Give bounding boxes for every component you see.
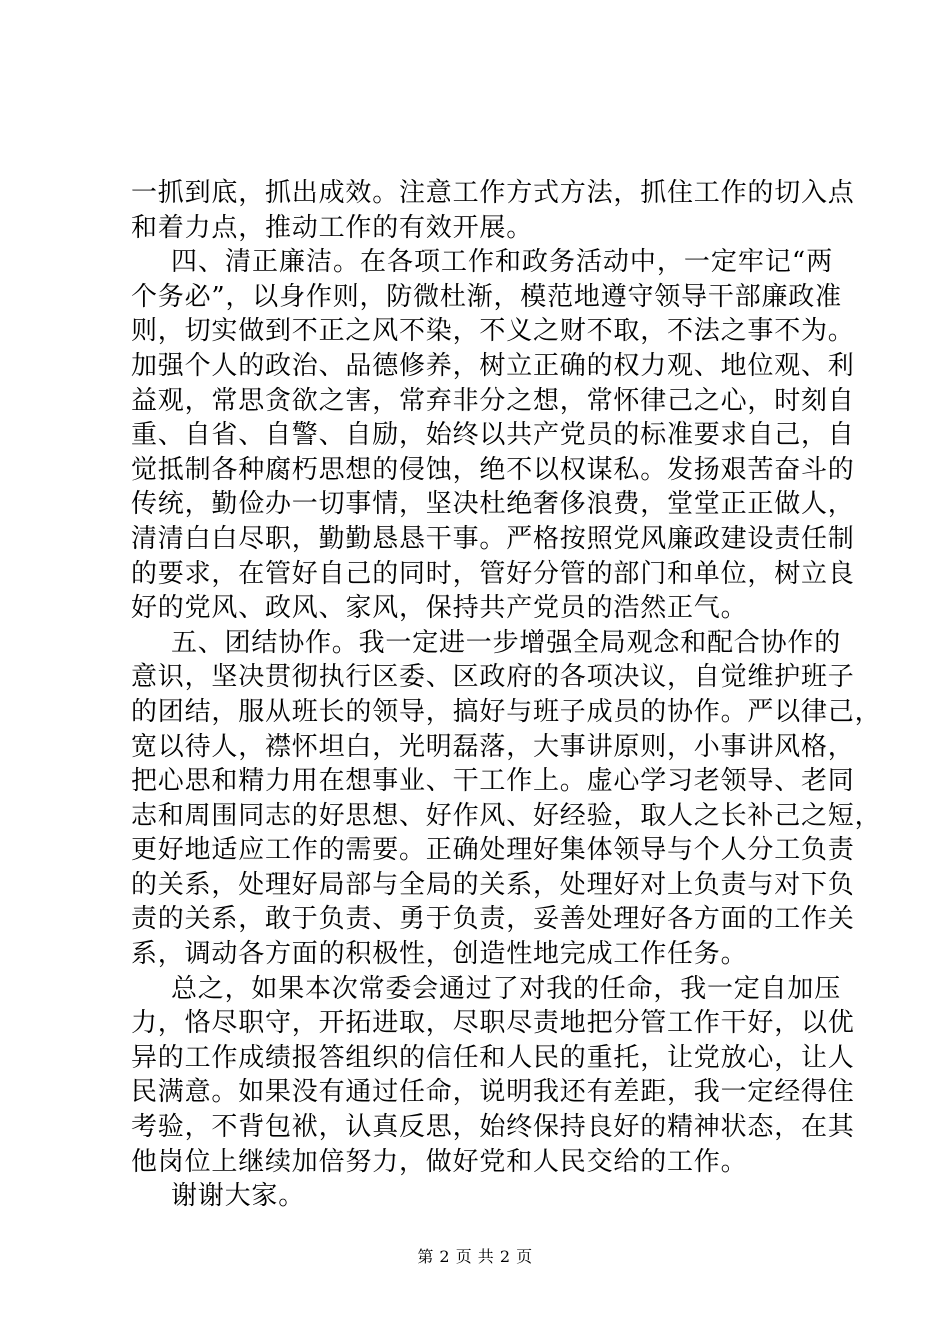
page-number-footer: 第 2 页 共 2 页 <box>417 1247 533 1266</box>
text-line: 觉抵制各种腐朽思想的侵蚀，绝不以权谋私。发扬艰苦奋斗的 <box>131 454 855 485</box>
text-line: 的关系，处理好局部与全局的关系，处理好对上负责与对下负 <box>131 869 855 900</box>
text-line: 益观，常思贪欲之害，常弃非分之想，常怀律己之心，时刻自 <box>131 385 855 416</box>
closing-line: 谢谢大家。 <box>171 1181 306 1212</box>
text-line: 考验，不背包袱，认真反思，始终保持良好的精神状态，在其 <box>131 1112 855 1143</box>
text-line: 力，恪尽职守，开拓进取，尽职尽责地把分管工作干好，以优 <box>131 1008 855 1039</box>
text-line: 意识，坚决贯彻执行区委、区政府的各项决议，自觉维护班子 <box>131 662 855 693</box>
text-line: 重、自省、自警、自励，始终以共产党员的标准要求自己，自 <box>131 420 855 451</box>
text-line: 和着力点，推动工作的有效开展。 <box>131 212 534 243</box>
text-line: 清清白白尽职，勤勤恳恳干事。严格按照党风廉政建设责任制 <box>131 523 855 554</box>
text-line: 一抓到底，抓出成效。注意工作方式方法，抓住工作的切入点 <box>131 178 855 208</box>
paragraph-start-line: 五、团结协作。我一定进一步增强全局观念和配合协作的 <box>171 627 842 658</box>
text-line: 宽以待人，襟怀坦白，光明磊落，大事讲原则，小事讲风格， <box>131 731 855 762</box>
text-line: 好的党风、政风、家风，保持共产党员的浩然正气。 <box>131 593 748 624</box>
text-line: 系，调动各方面的积极性，创造性地完成工作任务。 <box>131 939 748 970</box>
paragraph-start-line: 四、清正廉洁。在各项工作和政务活动中，一定牢记“两 <box>171 247 833 278</box>
text-line: 责的关系，敢于负责、勇于负责，妥善处理好各方面的工作关 <box>131 904 855 935</box>
text-line: 异的工作成绩报答组织的信任和人民的重托，让党放心，让人 <box>131 1042 855 1073</box>
text-line: 传统，勤俭办一切事情，坚决杜绝奢侈浪费，堂堂正正做人， <box>131 489 855 520</box>
text-line: 更好地适应工作的需要。正确处理好集体领导与个人分工负责 <box>131 835 855 866</box>
document-body <box>131 176 882 1214</box>
text-line: 的团结，服从班长的领导，搞好与班子成员的协作。严以律己， <box>131 696 882 727</box>
text-line: 加强个人的政治、品德修养，树立正确的权力观、地位观、利 <box>131 350 855 381</box>
text-line: 的要求，在管好自己的同时，管好分管的部门和单位，树立良 <box>131 558 855 589</box>
text-line: 则，切实做到不正之风不染，不义之财不取，不法之事不为。 <box>131 316 855 347</box>
text-line: 个务必”，以身作则，防微杜渐，模范地遵守领导干部廉政准 <box>131 281 842 312</box>
text-line: 把心思和精力用在想事业、干工作上。虚心学习老领导、老同 <box>131 766 855 797</box>
text-line: 他岗位上继续加倍努力，做好党和人民交给的工作。 <box>131 1146 748 1177</box>
paragraph-start-line: 总之，如果本次常委会通过了对我的任命，我一定自加压 <box>171 973 842 1004</box>
text-line: 民满意。如果没有通过任命，说明我还有差距，我一定经得住 <box>131 1077 855 1108</box>
text-line: 志和周围同志的好思想、好作风、好经验，取人之长补己之短， <box>131 800 882 831</box>
